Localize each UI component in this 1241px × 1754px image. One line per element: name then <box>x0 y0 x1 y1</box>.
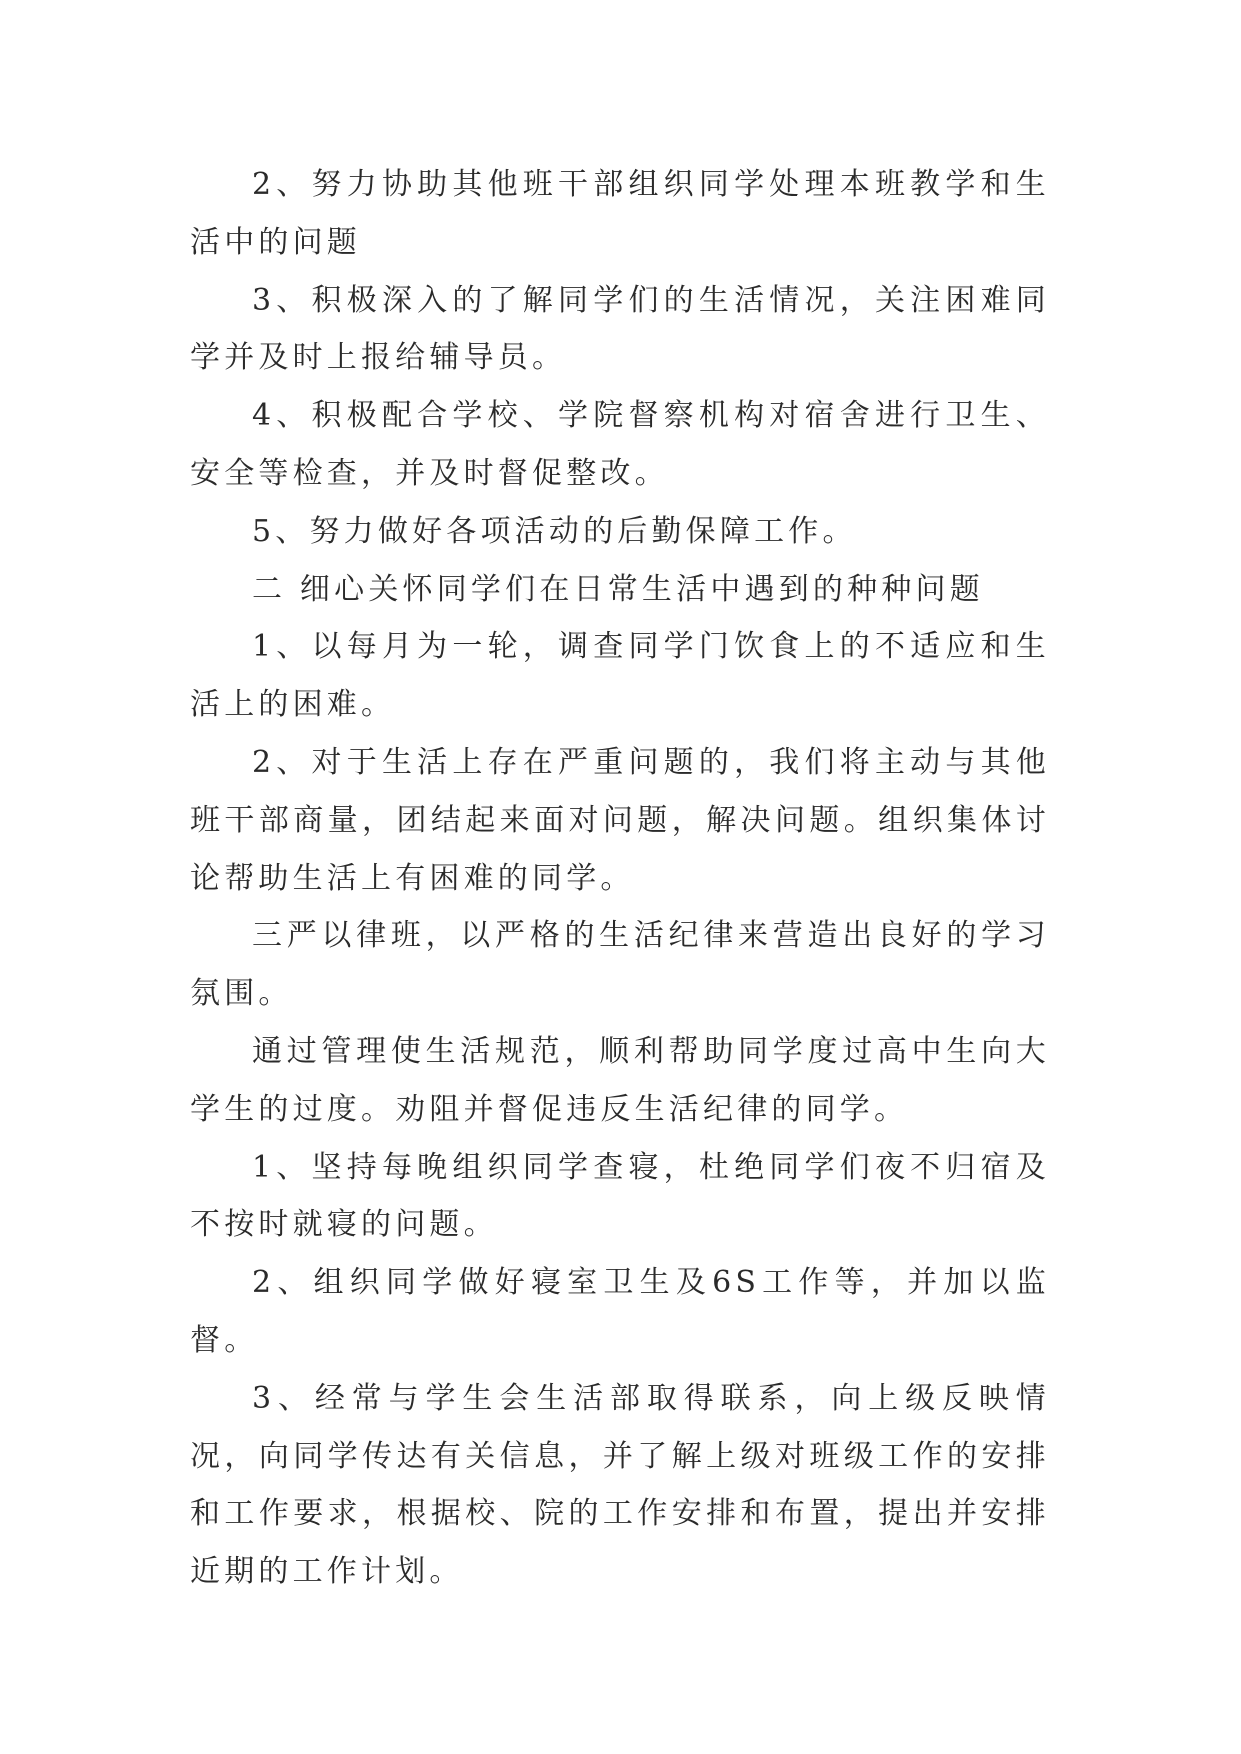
document-body <box>190 156 1050 1601</box>
paragraph-1: 2、努力协助其他班干部组织同学处理本班教学和生活中的问题 <box>190 167 1050 260</box>
paragraph-4: 5、努力做好各项活动的后勤保障工作。 <box>252 513 857 549</box>
paragraph-6: 1、以每月为一轮，调查同学门饮食上的不适应和生活上的困难。 <box>190 629 1050 723</box>
paragraph-9: 通过管理使生活规范，顺利帮助同学度过高中生向大学生的过度。劝阻并督促违反生活纪律的同学。 <box>190 1033 1050 1127</box>
paragraph-3: 4、积极配合学校、学院督察机构对宿舍进行卫生、安全等检查，并及时督促整改。 <box>190 398 1050 491</box>
paragraph-11: 2、组织同学做好寝室卫生及6S工作等，并加以监督。 <box>190 1265 1050 1358</box>
paragraph-12: 3、经常与学生会生活部取得联系，向上级反映情况，向同学传达有关信息，并了解上级对班级工作的安排和工作要求，根据校、院的工作安排和布置，提出并安排近期的工作计划。 <box>190 1380 1050 1590</box>
section-heading-2: 二 细心关怀同学们在日常生活中遇到的种种问题 <box>252 571 984 607</box>
paragraph-10: 1、坚持每晚组织同学查寝，杜绝同学们夜不归宿及不按时就寝的问题。 <box>190 1149 1050 1243</box>
section-heading-3: 三严以律班，以严格的生活纪律来营造出良好的学习氛围。 <box>190 918 1050 1012</box>
paragraph-7: 2、对于生活上存在严重问题的，我们将主动与其他班干部商量，团结起来面对问题，解决问题。组织集体讨论帮助生活上有困难的同学。 <box>190 744 1050 896</box>
paragraph-2: 3、积极深入的了解同学们的生活情况，关注困难同学并及时上报给辅导员。 <box>190 282 1050 376</box>
